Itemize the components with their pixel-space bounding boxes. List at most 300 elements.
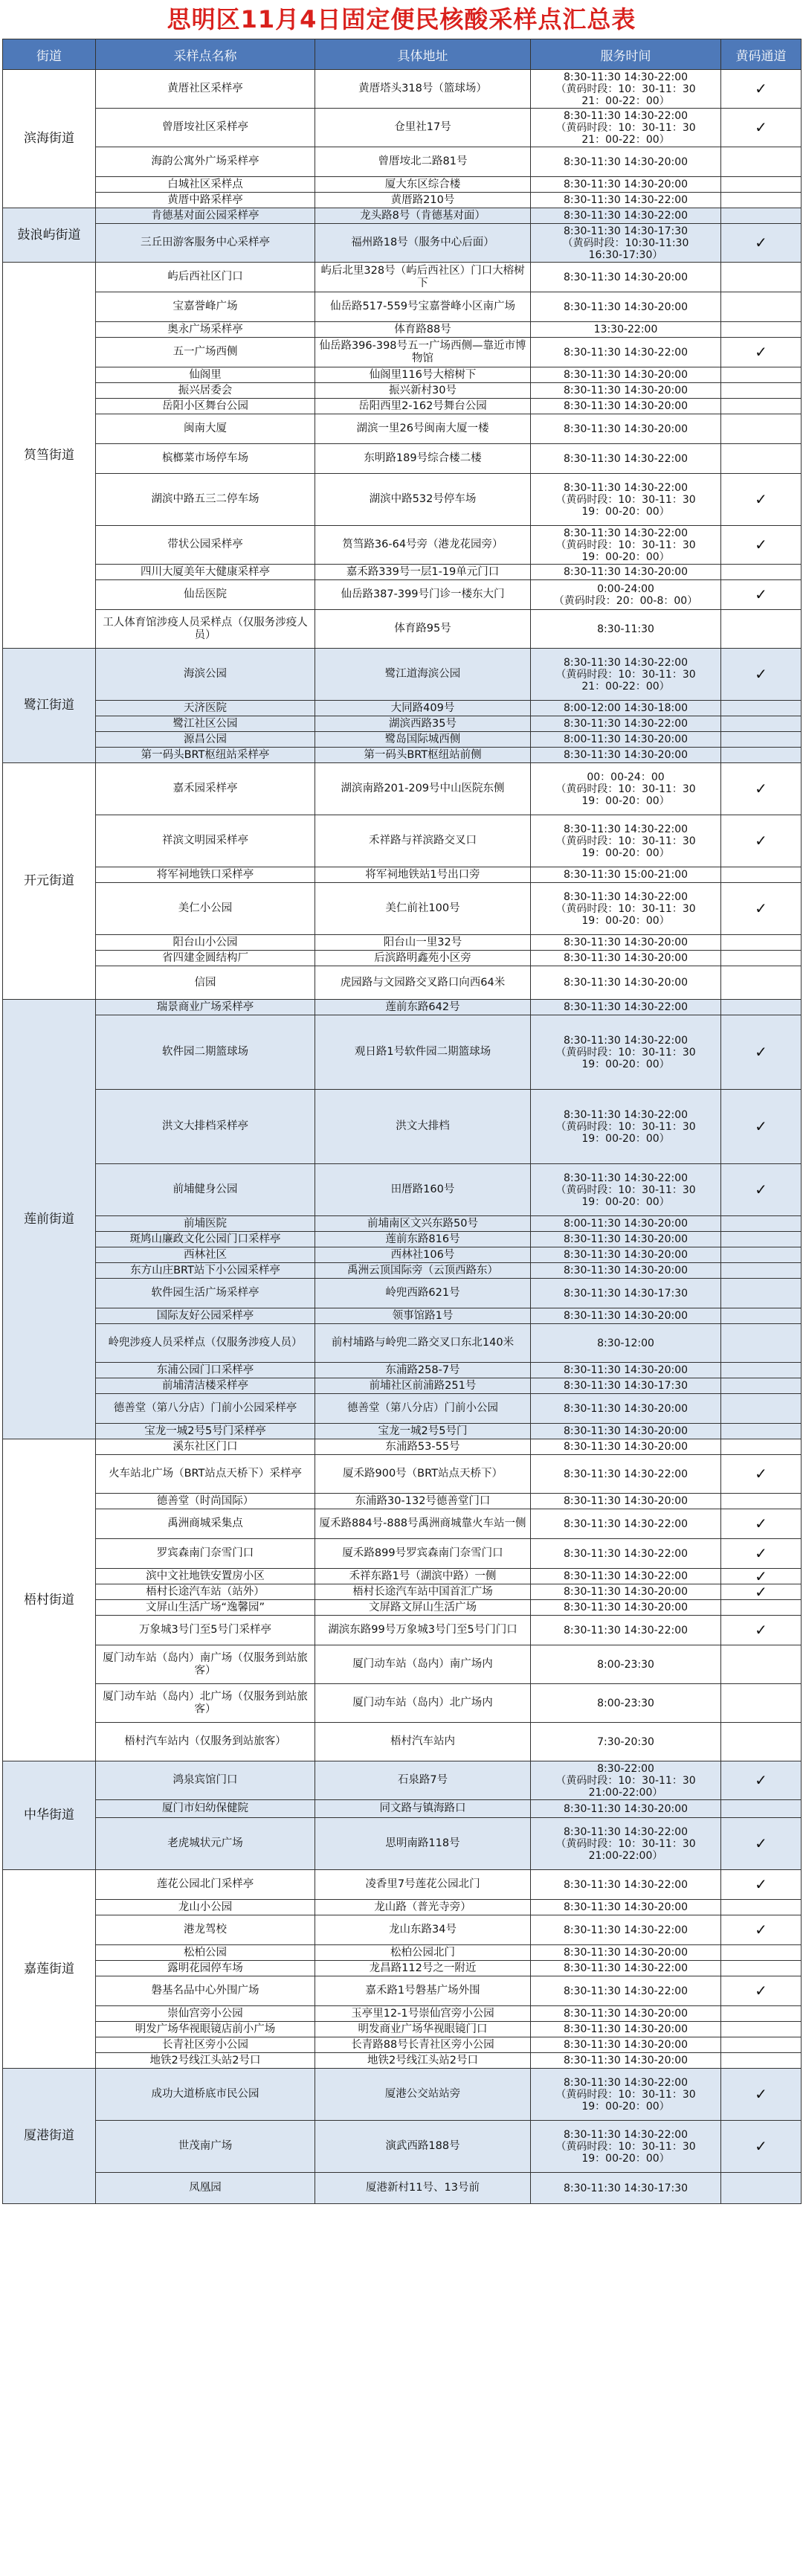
service-time-cell: 8:00-11:30 14:30-20:00 (531, 732, 721, 748)
yellow-code-cell (721, 1761, 802, 1800)
address-cell: 东明路189号综合楼二楼 (315, 444, 531, 474)
service-time-cell: 8:30-11:30 14:30-22:00 (531, 716, 721, 732)
site-name-cell: 成功大道桥底市民公园 (96, 2069, 315, 2121)
service-time-cell: 8:30-11:30 14:30-20:00 (531, 1900, 721, 1915)
yellow-code-cell (721, 2069, 802, 2121)
yellow-code-cell (721, 1509, 802, 1539)
address-cell: 厦港公交站站旁 (315, 2069, 531, 2121)
yellow-code-cell (721, 610, 802, 649)
address-cell: 湖滨南路201-209号中山医院东侧 (315, 763, 531, 815)
service-time-cell: 8:30-11:30 14:30-20:00 (531, 1232, 721, 1247)
site-name-cell: 白城社区采样点 (96, 177, 315, 193)
service-time-cell: 8:30-11:30 14:30-20:00 (531, 1494, 721, 1509)
site-name-cell: 奥永广场采样亭 (96, 322, 315, 338)
yellow-code-cell (721, 1090, 802, 1164)
address-cell: 仓里社17号 (315, 109, 531, 147)
table-row (3, 1900, 802, 1915)
address-cell: 厦港新村11号、13号前 (315, 2173, 531, 2204)
site-name-cell: 前埔医院 (96, 1216, 315, 1232)
address-cell: 厦门动车站（岛内）南广场内 (315, 1645, 531, 1684)
site-name-cell: 海滨公园 (96, 649, 315, 701)
service-time-cell: 8:30-11:30 14:30-20:00 (531, 1584, 721, 1600)
checkmark-icon: ✓ (755, 536, 767, 553)
site-name-cell: 工人体育馆涉疫人员采样点（仅服务涉疫人员） (96, 610, 315, 649)
service-time-cell: 8:30-11:30 14:30-22:00 （黄码时段：10：30-11：30 19：00-20：00） (531, 883, 721, 935)
yellow-code-cell (721, 2037, 802, 2053)
address-cell: 莲前东路816号 (315, 1232, 531, 1247)
site-name-cell: 厦门市妇幼保健院 (96, 1800, 315, 1818)
address-cell: 文屏路文屏山生活广场 (315, 1600, 531, 1616)
street-cell: 中华街道 (3, 1761, 96, 1870)
table-row (3, 2006, 802, 2022)
table-row (3, 748, 802, 763)
table-row (3, 1945, 802, 1961)
yellow-code-cell (721, 1247, 802, 1263)
table-row (3, 338, 802, 367)
site-name-cell: 曾厝垵社区采样亭 (96, 109, 315, 147)
service-time-cell: 8:30-11:30 14:30-22:00 (531, 1455, 721, 1494)
yellow-code-cell (721, 1584, 802, 1600)
yellow-code-cell (721, 935, 802, 951)
yellow-code-cell (721, 1424, 802, 1439)
service-time-cell: 8:30-11:30 14:30-20:00 (531, 1424, 721, 1439)
yellow-code-cell (721, 966, 802, 1000)
service-time-cell: 8:30-11:30 14:30-22:00 （黄码时段：10：30-11：30 21：00-22：00） (531, 649, 721, 701)
table-row (3, 649, 802, 701)
site-name-cell: 岳阳小区舞台公园 (96, 399, 315, 414)
service-time-cell: 7:30-20:30 (531, 1723, 721, 1761)
address-cell: 嘉禾路339号一层1-19单元门口 (315, 565, 531, 580)
yellow-code-cell (721, 292, 802, 322)
site-name-cell: 肯德基对面公园采样亭 (96, 208, 315, 224)
street-cell: 滨海街道 (3, 70, 96, 208)
service-time-cell: 8:30-11:30 14:30-22:00 (531, 1000, 721, 1015)
address-cell: 第一码头BRT枢纽站前侧 (315, 748, 531, 763)
address-cell: 梧村汽车站内 (315, 1723, 531, 1761)
address-cell: 湖滨东路99号万象城3号门至5号门门口 (315, 1616, 531, 1645)
address-cell: 禾祥路与祥滨路交叉口 (315, 815, 531, 867)
address-cell: 东浦路30-132号德善堂门口 (315, 1494, 531, 1509)
site-name-cell: 四川大厦美年大健康采样亭 (96, 565, 315, 580)
site-name-cell: 露明花园停车场 (96, 1961, 315, 1976)
site-name-cell: 鹭江社区公园 (96, 716, 315, 732)
site-name-cell: 宝嘉誉峰广场 (96, 292, 315, 322)
site-name-cell: 软件园生活广场采样亭 (96, 1279, 315, 1308)
address-cell: 东浦路53-55号 (315, 1439, 531, 1455)
site-name-cell: 地铁2号线江头站2号口 (96, 2053, 315, 2069)
yellow-code-cell (721, 1308, 802, 1324)
table-row (3, 1569, 802, 1584)
checkmark-icon: ✓ (755, 585, 767, 603)
table-row (3, 1761, 802, 1800)
table-row (3, 1232, 802, 1247)
address-cell: 梧村长途汽车站中国首汇广场 (315, 1584, 531, 1600)
table-row (3, 2069, 802, 2121)
site-name-cell: 五一广场西侧 (96, 338, 315, 367)
address-cell: 龙山东路34号 (315, 1915, 531, 1945)
header-street: 街道 (3, 39, 96, 70)
yellow-code-cell (721, 1232, 802, 1247)
yellow-code-cell (721, 1945, 802, 1961)
site-name-cell: 槟榔菜市场停车场 (96, 444, 315, 474)
yellow-code-cell (721, 1900, 802, 1915)
checkmark-icon: ✓ (755, 2085, 767, 2103)
address-cell: 仙岳路387-399号门诊一楼东大门 (315, 580, 531, 610)
table-row (3, 367, 802, 383)
address-cell: 石泉路7号 (315, 1761, 531, 1800)
table-row (3, 1247, 802, 1263)
yellow-code-cell (721, 1723, 802, 1761)
yellow-code-cell (721, 815, 802, 867)
service-time-cell: 8:30-11:30 14:30-20:00 (531, 565, 721, 580)
address-cell: 美仁前社100号 (315, 883, 531, 935)
table-row (3, 147, 802, 177)
site-name-cell: 瑞景商业广场采样亭 (96, 1000, 315, 1015)
address-cell: 体育路95号 (315, 610, 531, 649)
yellow-code-cell (721, 2173, 802, 2204)
street-cell: 嘉莲街道 (3, 1870, 96, 2069)
checkmark-icon: ✓ (755, 832, 767, 849)
yellow-code-cell (721, 1818, 802, 1870)
table-row (3, 1870, 802, 1900)
site-name-cell: 东方山庄BRT站下小公园采样亭 (96, 1263, 315, 1279)
yellow-code-cell (721, 263, 802, 292)
header-yellow-code-channel: 黄码通道 (721, 39, 802, 70)
table-row (3, 109, 802, 147)
service-time-cell: 8:30-11:30 14:30-22:00 (531, 1509, 721, 1539)
yellow-code-cell (721, 1645, 802, 1684)
table-row (3, 1800, 802, 1818)
table-row (3, 1263, 802, 1279)
site-name-cell: 振兴居委会 (96, 383, 315, 399)
service-time-cell: 8:30-11:30 14:30-20:00 (531, 951, 721, 966)
yellow-code-cell (721, 414, 802, 444)
address-cell: 嘉禾路1号磐基广场外围 (315, 1976, 531, 2006)
address-cell: 黄厝塔头318号（篮球场） (315, 70, 531, 109)
yellow-code-cell (721, 951, 802, 966)
header-address: 具体地址 (315, 39, 531, 70)
yellow-code-cell (721, 883, 802, 935)
table-row (3, 383, 802, 399)
service-time-cell: 8:30-11:30 14:30-20:00 (531, 263, 721, 292)
address-cell: 屿后北里328号（屿后西社区）门口大榕树下 (315, 263, 531, 292)
service-time-cell: 8:30-11:30 14:30-20:00 (531, 399, 721, 414)
table-row (3, 263, 802, 292)
table-header-row (3, 39, 802, 70)
site-name-cell: 仙岳医院 (96, 580, 315, 610)
table-row (3, 763, 802, 815)
table-row (3, 2037, 802, 2053)
table-row (3, 1090, 802, 1164)
yellow-code-cell (721, 1164, 802, 1216)
table-row (3, 1216, 802, 1232)
checkmark-icon: ✓ (755, 1834, 767, 1852)
site-name-cell: 西林社区 (96, 1247, 315, 1263)
table-row (3, 1378, 802, 1394)
address-cell: 岳阳西里2-162号舞台公园 (315, 399, 531, 414)
yellow-code-cell (721, 2121, 802, 2173)
yellow-code-cell (721, 763, 802, 815)
yellow-code-cell (721, 580, 802, 610)
yellow-code-cell (721, 1216, 802, 1232)
yellow-code-cell (721, 224, 802, 263)
site-name-cell: 梧村汽车站内（仅服务到站旅客） (96, 1723, 315, 1761)
checkmark-icon: ✓ (755, 80, 767, 97)
service-time-cell: 8:30-12:00 (531, 1324, 721, 1363)
address-cell: 禾祥东路1号（湖滨中路）一侧 (315, 1569, 531, 1584)
site-name-cell: 罗宾森南门奈雪门口 (96, 1539, 315, 1569)
address-cell: 同文路与镇海路口 (315, 1800, 531, 1818)
service-time-cell: 8:30-11:30 14:30-20:00 (531, 383, 721, 399)
address-cell: 龙昌路112号之一附近 (315, 1961, 531, 1976)
checkmark-icon: ✓ (755, 1584, 767, 1600)
service-time-cell: 8:30-11:30 14:30-22:00 (531, 1915, 721, 1945)
yellow-code-cell (721, 338, 802, 367)
table-row (3, 1616, 802, 1645)
service-time-cell: 8:30-11:30 14:30-22:00 (531, 1539, 721, 1569)
yellow-code-cell (721, 1455, 802, 1494)
table-row (3, 1324, 802, 1363)
address-cell: 岭兜西路621号 (315, 1279, 531, 1308)
table-row (3, 1164, 802, 1216)
site-name-cell: 岭兜涉疫人员采样点（仅服务涉疫人员） (96, 1324, 315, 1363)
service-time-cell: 8:30-11:30 14:30-22:00 （黄码时段：10：30-11：30 21：00-22：00） (531, 109, 721, 147)
table-row (3, 1363, 802, 1378)
site-name-cell: 长青社区旁小公园 (96, 2037, 315, 2053)
yellow-code-cell (721, 649, 802, 701)
site-name-cell: 仙阁里 (96, 367, 315, 383)
checkmark-icon: ✓ (755, 1043, 767, 1061)
address-cell: 鹭江道海滨公园 (315, 649, 531, 701)
yellow-code-cell (721, 1394, 802, 1424)
address-cell: 长青路88号长青社区旁小公园 (315, 2037, 531, 2053)
site-name-cell: 万象城3号门至5号门采样亭 (96, 1616, 315, 1645)
table-row (3, 716, 802, 732)
site-name-cell: 软件园二期篮球场 (96, 1015, 315, 1090)
address-cell: 领事馆路1号 (315, 1308, 531, 1324)
table-row (3, 732, 802, 748)
yellow-code-cell (721, 1915, 802, 1945)
yellow-code-cell (721, 1961, 802, 1976)
site-name-cell: 祥滨文明园采样亭 (96, 815, 315, 867)
site-name-cell: 闽南大厦 (96, 414, 315, 444)
site-name-cell: 三丘田游客服务中心采样亭 (96, 224, 315, 263)
street-cell: 鼓浪屿街道 (3, 208, 96, 263)
checkmark-icon: ✓ (755, 1181, 767, 1198)
yellow-code-cell (721, 147, 802, 177)
address-cell: 湖滨西路35号 (315, 716, 531, 732)
address-cell: 厦禾路899号罗宾森南门奈雪门口 (315, 1539, 531, 1569)
service-time-cell: 8:30-11:30 14:30-20:00 (531, 1394, 721, 1424)
address-cell: 黄厝路210号 (315, 193, 531, 208)
service-time-cell: 8:30-11:30 14:30-20:00 (531, 147, 721, 177)
address-cell: 厦禾路884号-888号禹洲商城靠火车站一侧 (315, 1509, 531, 1539)
yellow-code-cell (721, 1439, 802, 1455)
table-row (3, 701, 802, 716)
address-cell: 演武西路188号 (315, 2121, 531, 2173)
address-cell: 禹洲云顶国际旁（云顶西路东） (315, 1263, 531, 1279)
service-time-cell: 13:30-22:00 (531, 322, 721, 338)
address-cell: 松柏公园北门 (315, 1945, 531, 1961)
yellow-code-cell (721, 2053, 802, 2069)
yellow-code-cell (721, 2006, 802, 2022)
yellow-code-cell (721, 322, 802, 338)
yellow-code-cell (721, 474, 802, 526)
address-cell: 厦禾路900号（BRT站点天桥下） (315, 1455, 531, 1494)
service-time-cell: 8:30-11:30 14:30-22:00 （黄码时段：10：30-11：30 21:00-22:00） (531, 1818, 721, 1870)
site-name-cell: 屿后西社区门口 (96, 263, 315, 292)
site-name-cell: 带状公园采样亭 (96, 526, 315, 565)
site-name-cell: 厦门动车站（岛内）南广场（仅服务到站旅客） (96, 1645, 315, 1684)
service-time-cell: 8:30-22:00 （黄码时段：10：30-11：30 21:00-22:00） (531, 1761, 721, 1800)
table-row (3, 1279, 802, 1308)
table-row (3, 399, 802, 414)
checkmark-icon: ✓ (755, 665, 767, 683)
table-row (3, 580, 802, 610)
table-row (3, 565, 802, 580)
address-cell: 东浦路258-7号 (315, 1363, 531, 1378)
table-row (3, 70, 802, 109)
service-time-cell: 8:30-11:30 (531, 610, 721, 649)
site-name-cell: 洪文大排档采样亭 (96, 1090, 315, 1164)
address-cell: 鹭岛国际城西侧 (315, 732, 531, 748)
service-time-cell: 8:30-11:30 14:30-20:00 (531, 748, 721, 763)
table-row (3, 292, 802, 322)
address-cell: 前埔社区前浦路251号 (315, 1378, 531, 1394)
service-time-cell: 8:30-11:30 14:30-20:00 (531, 414, 721, 444)
table-row (3, 1308, 802, 1324)
site-name-cell: 港龙驾校 (96, 1915, 315, 1945)
table-row (3, 951, 802, 966)
header-service-time: 服务时间 (531, 39, 721, 70)
address-cell: 曾厝垵北二路81号 (315, 147, 531, 177)
yellow-code-cell (721, 208, 802, 224)
sampling-sites-table (2, 39, 802, 2204)
service-time-cell: 8:30-11:30 14:30-17:30 （黄码时段：10:30-11:30 16:30-17:30） (531, 224, 721, 263)
service-time-cell: 8:30-11:30 14:30-20:00 (531, 935, 721, 951)
service-time-cell: 8:30-11:30 14:30-20:00 (531, 177, 721, 193)
site-name-cell: 德善堂（第八分店）门前小公园采样亭 (96, 1394, 315, 1424)
table-row (3, 1600, 802, 1616)
service-time-cell: 8:30-11:30 14:30-20:00 (531, 1247, 721, 1263)
yellow-code-cell (721, 1378, 802, 1394)
yellow-code-cell (721, 70, 802, 109)
checkmark-icon: ✓ (755, 780, 767, 797)
address-cell: 凌香里7号莲花公园北门 (315, 1870, 531, 1900)
site-name-cell: 世茂南广场 (96, 2121, 315, 2173)
site-name-cell: 明发广场华视眼镜店前小广场 (96, 2022, 315, 2037)
checkmark-icon: ✓ (755, 1465, 767, 1483)
table-row (3, 322, 802, 338)
yellow-code-cell (721, 1363, 802, 1378)
service-time-cell: 8:30-11:30 14:30-22:00 （黄码时段：10：30-11：30 19：00-20：00） (531, 815, 721, 867)
yellow-code-cell (721, 526, 802, 565)
address-cell: 大同路409号 (315, 701, 531, 716)
yellow-code-cell (721, 444, 802, 474)
street-cell: 莲前街道 (3, 1000, 96, 1439)
site-name-cell: 文屏山生活广场“逸馨园” (96, 1600, 315, 1616)
table-row (3, 815, 802, 867)
site-name-cell: 东浦公园门口采样亭 (96, 1363, 315, 1378)
address-cell: 体育路88号 (315, 322, 531, 338)
table-row (3, 966, 802, 1000)
table-row (3, 1494, 802, 1509)
address-cell: 莲前东路642号 (315, 1000, 531, 1015)
service-time-cell: 8:30-11:30 14:30-20:00 (531, 367, 721, 383)
address-cell: 龙头路8号（肯德基对面） (315, 208, 531, 224)
address-cell: 西林社106号 (315, 1247, 531, 1263)
yellow-code-cell (721, 1684, 802, 1723)
service-time-cell: 8:30-11:30 14:30-20:00 (531, 1263, 721, 1279)
service-time-cell: 8:30-11:30 14:30-22:00 （黄码时段：10：30-11：30 19：00-20：00） (531, 1015, 721, 1090)
service-time-cell: 8:30-11:30 14:30-20:00 (531, 2053, 721, 2069)
address-cell: 明发商业广场华视眼镜门口 (315, 2022, 531, 2037)
site-name-cell: 海韵公寓外广场采样亭 (96, 147, 315, 177)
service-time-cell: 8:30-11:30 14:30-22:00 （黄码时段：10：30-11：30 19：00-20：00） (531, 1090, 721, 1164)
site-name-cell: 梧村长途汽车站（站外） (96, 1584, 315, 1600)
yellow-code-cell (721, 1494, 802, 1509)
service-time-cell: 8:30-11:30 14:30-17:30 (531, 2173, 721, 2204)
service-time-cell: 8:30-11:30 14:30-20:00 (531, 966, 721, 1000)
table-row (3, 1394, 802, 1424)
service-time-cell: 8:30-11:30 14:30-22:00 (531, 1569, 721, 1584)
table-row (3, 2121, 802, 2173)
site-name-cell: 崇仙宫旁小公园 (96, 2006, 315, 2022)
service-time-cell: 8:30-11:30 15:00-21:00 (531, 867, 721, 883)
street-cell: 开元街道 (3, 763, 96, 1000)
site-name-cell: 前埔清洁楼采样亭 (96, 1378, 315, 1394)
table-row (3, 1509, 802, 1539)
site-name-cell: 美仁小公园 (96, 883, 315, 935)
table-body (3, 70, 802, 2204)
table-row (3, 1723, 802, 1761)
yellow-code-cell (721, 1870, 802, 1900)
address-cell: 湖滨中路532号停车场 (315, 474, 531, 526)
checkmark-icon: ✓ (755, 234, 767, 251)
site-name-cell: 禹洲商城采集点 (96, 1509, 315, 1539)
table-row (3, 1915, 802, 1945)
table-row (3, 1961, 802, 1976)
table-row (3, 1645, 802, 1684)
site-name-cell: 省四建金圆结构厂 (96, 951, 315, 966)
address-cell: 仙阁里116号大榕树下 (315, 367, 531, 383)
street-cell: 鹭江街道 (3, 649, 96, 763)
site-name-cell: 宝龙一城2号5号门采样亭 (96, 1424, 315, 1439)
table-row (3, 1539, 802, 1569)
service-time-cell: 8:30-11:30 14:30-22:00 （黄码时段：10：30-11：30 19：00-20：00） (531, 526, 721, 565)
yellow-code-cell (721, 701, 802, 716)
service-time-cell: 8:30-11:30 14:30-22:00 (531, 338, 721, 367)
yellow-code-cell (721, 399, 802, 414)
yellow-code-cell (721, 1800, 802, 1818)
yellow-code-cell (721, 2022, 802, 2037)
service-time-cell: 8:30-11:30 14:30-22:00 (531, 1870, 721, 1900)
site-name-cell: 火车站北广场（BRT站点天桥下）采样亭 (96, 1455, 315, 1494)
site-name-cell: 德善堂（时尚国际） (96, 1494, 315, 1509)
site-name-cell: 鸿泉宾馆门口 (96, 1761, 315, 1800)
service-time-cell: 8:30-11:30 14:30-22:00 (531, 208, 721, 224)
service-time-cell: 8:00-23:30 (531, 1645, 721, 1684)
site-name-cell: 磐基名品中心外围广场 (96, 1976, 315, 2006)
address-cell: 宝龙一城2号5号门 (315, 1424, 531, 1439)
site-name-cell: 厦门动车站（岛内）北广场（仅服务到站旅客） (96, 1684, 315, 1723)
table-row (3, 526, 802, 565)
site-name-cell: 凤凰园 (96, 2173, 315, 2204)
table-row (3, 610, 802, 649)
table-row (3, 177, 802, 193)
address-cell: 阳台山一里32号 (315, 935, 531, 951)
yellow-code-cell (721, 1324, 802, 1363)
